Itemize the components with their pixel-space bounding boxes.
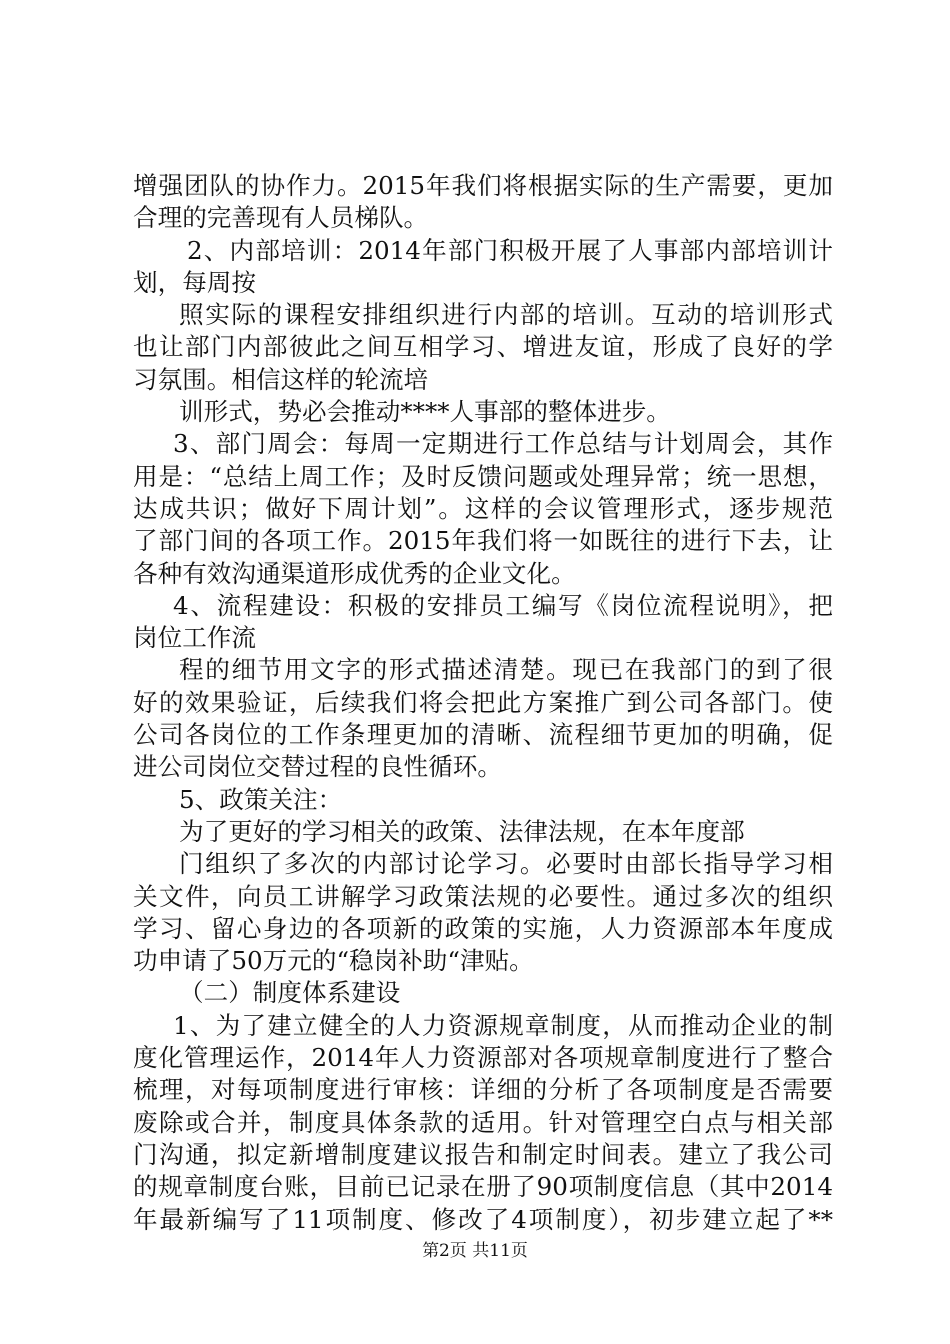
text-line: 程的细节用文字的形式描述清楚。现已在我部门的到了很: [179, 655, 833, 685]
text-line: 年最新编写了11项制度、修改了4项制度），初步建立起了**: [133, 1204, 833, 1234]
document-body: [133, 170, 833, 1236]
text-line: 门沟通，拟定新增制度建议报告和制定时间表。建立了我公司: [133, 1139, 833, 1169]
text-line: 公司各岗位的工作条理更加的清晰、流程细节更加的明确，促: [133, 720, 833, 750]
text-line: 照实际的课程安排组织进行内部的培训。互动的培训形式: [179, 300, 833, 330]
text-line: 达成共识；做好下周计划”。这样的会议管理形式，逐步规范: [133, 493, 833, 523]
text-line: 为了更好的学习相关的政策、法律法规，在本年度部: [179, 816, 745, 846]
text-line: 合理的完善现有人员梯队。: [133, 203, 429, 233]
text-line: 5、政策关注：: [179, 784, 343, 814]
page-number: 第2页 共11页: [422, 1241, 528, 1261]
text-line: 学习、留心身边的各项新的政策的实施，人力资源部本年度成: [133, 913, 833, 943]
text-line: 的规章制度台账，目前已记录在册了90项制度信息（其中2014: [133, 1172, 833, 1202]
text-line: 进公司岗位交替过程的良性循环。: [133, 752, 502, 782]
text-line: 各种有效沟通渠道形成优秀的企业文化。: [133, 558, 576, 588]
text-line: 岗位工作流: [133, 623, 256, 653]
text-line: 划，每周按: [133, 267, 256, 297]
text-line: 门组织了多次的内部讨论学习。必要时由部长指导学习相: [179, 849, 833, 879]
text-line: 梳理，对每项制度进行审核：详细的分析了各项制度是否需要: [133, 1075, 833, 1105]
text-line: 3、部门周会：每周一定期进行工作总结与计划周会，其作: [173, 429, 833, 459]
text-line: 用是：“总结上周工作；及时反馈问题或处理异常；统一思想，: [133, 461, 833, 491]
text-line: 度化管理运作，2014年人力资源部对各项规章制度进行了整合: [133, 1043, 833, 1073]
text-line: 功申请了50万元的“稳岗补助“津贴。: [133, 946, 534, 976]
text-line: 4、流程建设：积极的安排员工编写《岗位流程说明》，把: [173, 590, 833, 620]
text-line: 关文件，向员工讲解学习政策法规的必要性。通过多次的组织: [133, 881, 833, 911]
section-heading: （二）制度体系建设: [179, 978, 401, 1008]
text-line: 也让部门内部彼此之间互相学习、增进友谊，形成了良好的学: [133, 332, 833, 362]
text-line: 习氛围。相信这样的轮流培: [133, 364, 429, 394]
text-line: 好的效果验证，后续我们将会把此方案推广到公司各部门。使: [133, 687, 833, 717]
text-line: 了部门间的各项工作。2015年我们将一如既往的进行下去，让: [133, 526, 833, 556]
text-line: 1、为了建立健全的人力资源规章制度，从而推动企业的制: [173, 1010, 833, 1040]
text-line: 2、内部培训：2014年部门积极开展了人事部内部培训计: [187, 235, 833, 265]
text-line: 训形式，势必会推动****人事部的整体进步。: [179, 397, 671, 427]
text-line: 增强团队的协作力。2015年我们将根据实际的生产需要，更加: [133, 171, 833, 200]
text-line: 废除或合并，制度具体条款的适用。针对管理空白点与相关部: [133, 1107, 833, 1137]
